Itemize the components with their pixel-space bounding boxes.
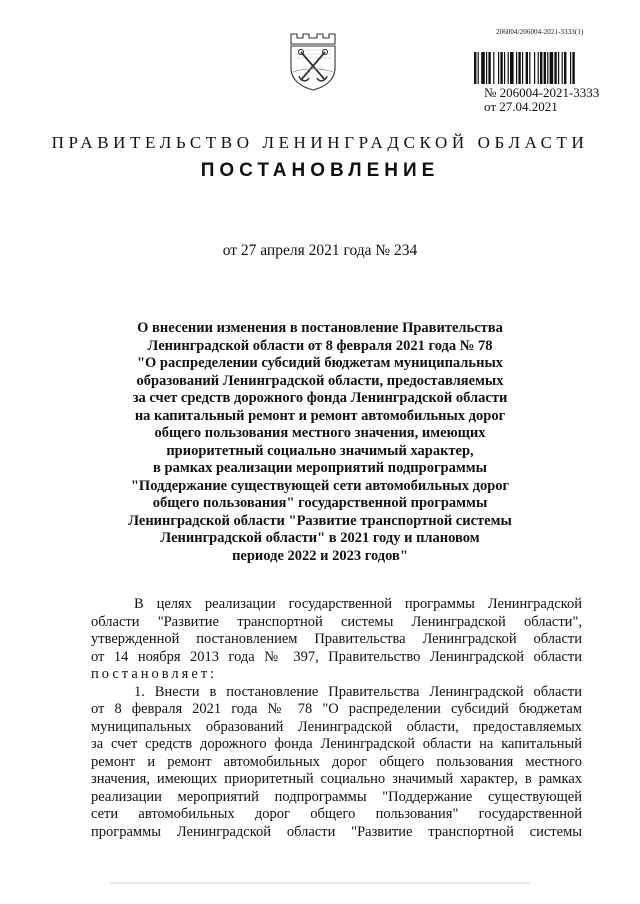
faded-text-bleed (110, 880, 530, 886)
subject-line: "Поддержание существующей сети автомобильных дорог (130, 477, 510, 494)
subject-line: периоде 2022 и 2023 годов" (232, 547, 408, 564)
decree-subject (110, 320, 530, 565)
body-line: за счет средств дорожного фонда Ленинградской области на капитальный (91, 736, 582, 752)
body-line: программы Ленинградской области "Развитие транспортной системы (91, 823, 582, 840)
body-line: утвержденной постановлением Правительства Ленинградской области (91, 631, 582, 647)
government-title: ПРАВИТЕЛЬСТВО ЛЕНИНГРАДСКОЙ ОБЛАСТИ (51, 133, 589, 152)
subject-line: приоритетный социально значимый характер, (166, 442, 474, 459)
body-line: 1. Внести в постановление Правительства Ленинградской области (134, 683, 582, 700)
subject-line: Ленинградской области от 8 февраля 2021 года № 78 (147, 337, 493, 354)
body-line: реализации мероприятий подпрограммы "Поддержание существующей (91, 788, 582, 805)
body-line: от 8 февраля 2021 года № 78 "О распределении субсидий бюджетам (91, 701, 582, 717)
subject-line: Ленинградской области" в 2021 году и плановом (160, 530, 480, 546)
body-line: от 14 ноября 2013 года № 397, Правительство Ленинградской области (91, 648, 582, 665)
body-line: значения, имеющих приоритетный социально значимый характер, в рамках (91, 771, 582, 787)
barcode-icon (474, 52, 624, 84)
subject-line: "О распределении субсидий бюджетам муниципальных (136, 355, 504, 371)
body-line: ремонт и ремонт автомобильных дорог общего пользования местного (91, 753, 582, 770)
decree-date-number: от 27 апреля 2021 года № 234 (222, 242, 418, 259)
subject-line: в рамках реализации мероприятий подпрограммы (153, 460, 487, 476)
subject-line: общего пользования" государственной программы (152, 495, 488, 511)
leningrad-oblast-coat-of-arms-icon (287, 30, 339, 92)
body-line-decrees: постановляет: (91, 666, 218, 682)
subject-line: образований Ленинградской области, предоставляемых (136, 372, 504, 389)
subject-line: общего пользования местного значения, имеющих (154, 425, 486, 441)
body-line: сети автомобильных дорог общего пользования" государственной (91, 806, 582, 822)
registration-date: от 27.04.2021 (484, 99, 558, 114)
subject-line: Ленинградской области "Развитие транспортной системы (128, 512, 512, 529)
registration-number: № 206004-2021-3333 (484, 85, 600, 100)
document-code: 206004/206004-2021-3333(1) (496, 28, 584, 36)
document-type-title: ПОСТАНОВЛЕНИЕ (200, 160, 440, 181)
subject-line: на капитальный ремонт и ремонт автомобильных дорог (134, 407, 506, 424)
subject-line: О внесении изменения в постановление Правительства (137, 320, 503, 336)
subject-line: за счет средств дорожного фонда Ленинградской области (132, 390, 508, 406)
body-line: области "Развитие транспортной системы Ленинградской области", (91, 613, 582, 630)
body-line: муниципальных образований Ленинградской области, предоставляемых (91, 718, 582, 735)
decree-body (91, 596, 582, 841)
body-line: В целях реализации государственной программы Ленинградской (134, 596, 582, 612)
